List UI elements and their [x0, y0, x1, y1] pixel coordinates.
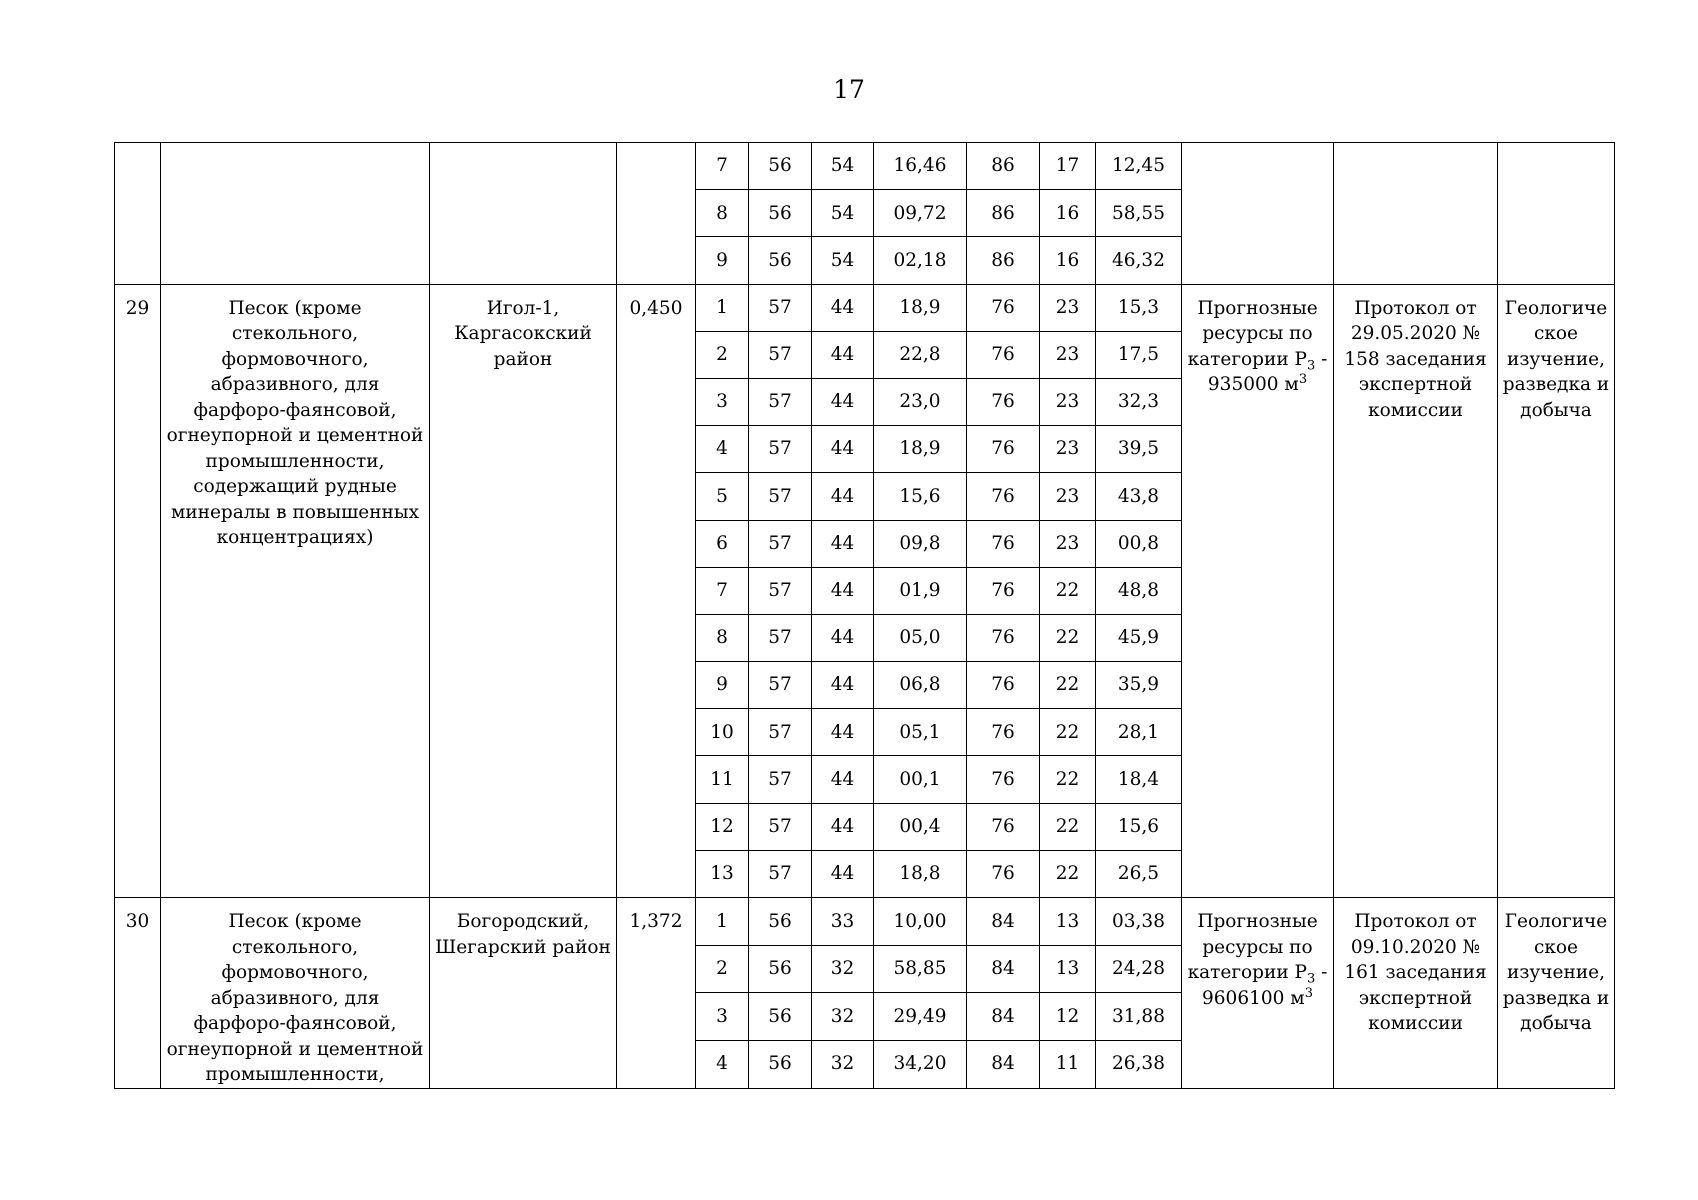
lat-minutes: 54	[812, 190, 874, 237]
lat-minutes: 44	[812, 756, 874, 803]
resources-cell	[1182, 143, 1334, 285]
protocol-text: Протокол от 29.05.2020 № 158 заседания экспертной комиссии	[1334, 284, 1498, 897]
mineral-cell	[161, 143, 430, 285]
lon-minutes: 23	[1040, 284, 1096, 331]
lat-degrees: 56	[749, 237, 812, 284]
lat-degrees: 57	[749, 803, 812, 850]
lat-degrees: 57	[749, 662, 812, 709]
lon-degrees: 76	[967, 850, 1040, 897]
purpose-text: Геологиче ское изучение, разведка и добыча	[1498, 898, 1615, 1089]
lon-degrees: 76	[967, 709, 1040, 756]
lon-minutes: 22	[1040, 756, 1096, 803]
lon-seconds: 31,88	[1096, 993, 1182, 1041]
lat-seconds: 22,8	[874, 331, 967, 378]
lat-seconds: 09,8	[874, 520, 967, 567]
table-row	[115, 284, 1615, 331]
lat-seconds: 58,85	[874, 945, 967, 993]
lon-seconds: 39,5	[1096, 426, 1182, 473]
point-number: 3	[696, 993, 749, 1041]
resources-prefix: Прогнозные ресурсы по категории Р	[1187, 297, 1318, 370]
lat-minutes: 44	[812, 850, 874, 897]
lat-degrees: 56	[749, 143, 812, 190]
lon-degrees: 86	[967, 143, 1040, 190]
lon-minutes: 11	[1040, 1040, 1096, 1088]
lat-seconds: 18,9	[874, 426, 967, 473]
lon-seconds: 24,28	[1096, 945, 1182, 993]
lon-degrees: 84	[967, 898, 1040, 946]
lat-degrees: 57	[749, 331, 812, 378]
category-subscript: 3	[1307, 971, 1316, 987]
lon-seconds: 15,6	[1096, 803, 1182, 850]
lon-minutes: 16	[1040, 237, 1096, 284]
lat-degrees: 56	[749, 993, 812, 1041]
purpose-text: Геологиче ское изучение, разведка и добыча	[1498, 284, 1615, 897]
resources-text	[1182, 898, 1334, 1089]
point-number: 11	[696, 756, 749, 803]
point-number: 1	[696, 898, 749, 946]
lon-seconds: 17,5	[1096, 331, 1182, 378]
lat-minutes: 32	[812, 945, 874, 993]
lon-degrees: 76	[967, 520, 1040, 567]
lat-minutes: 44	[812, 709, 874, 756]
area-cell	[617, 143, 696, 285]
lat-degrees: 57	[749, 709, 812, 756]
lon-minutes: 22	[1040, 850, 1096, 897]
lat-minutes: 44	[812, 284, 874, 331]
lon-degrees: 86	[967, 237, 1040, 284]
lat-minutes: 44	[812, 662, 874, 709]
lon-degrees: 84	[967, 945, 1040, 993]
lon-seconds: 26,5	[1096, 850, 1182, 897]
lat-seconds: 01,9	[874, 567, 967, 614]
lon-seconds: 12,45	[1096, 143, 1182, 190]
mineral-name: Песок (кроме стекольного, формовочного, абразивного, для фарфоро-фаянсовой, огнеупорной и цементной промышленности, содержащий рудные минералы в повышенных концентрациях)	[161, 284, 430, 897]
lat-seconds: 23,0	[874, 378, 967, 425]
point-number: 9	[696, 237, 749, 284]
resources-text	[1182, 284, 1334, 897]
lat-minutes: 44	[812, 331, 874, 378]
entry-number: 29	[115, 284, 161, 897]
lat-seconds: 29,49	[874, 993, 967, 1041]
lon-seconds: 03,38	[1096, 898, 1182, 946]
lat-seconds: 05,0	[874, 614, 967, 661]
resources-volume: - 935000 м	[1207, 348, 1328, 396]
lat-degrees: 57	[749, 473, 812, 520]
lat-degrees: 57	[749, 850, 812, 897]
lat-minutes: 44	[812, 378, 874, 425]
mineral-name: Песок (кроме стекольного, формовочного, абразивного, для фарфоро-фаянсовой, огнеупорной и цементной промышленности,	[161, 898, 430, 1089]
lat-degrees: 57	[749, 378, 812, 425]
lat-degrees: 56	[749, 190, 812, 237]
lon-degrees: 76	[967, 614, 1040, 661]
lat-seconds: 15,6	[874, 473, 967, 520]
lon-minutes: 23	[1040, 473, 1096, 520]
point-number: 2	[696, 945, 749, 993]
lon-degrees: 76	[967, 331, 1040, 378]
site-name: Богородский, Шегарский район	[430, 898, 617, 1089]
point-number: 5	[696, 473, 749, 520]
lat-seconds: 00,4	[874, 803, 967, 850]
point-number: 6	[696, 520, 749, 567]
lat-minutes: 32	[812, 993, 874, 1041]
point-number: 1	[696, 284, 749, 331]
lon-minutes: 23	[1040, 426, 1096, 473]
lon-seconds: 15,3	[1096, 284, 1182, 331]
lon-degrees: 84	[967, 1040, 1040, 1088]
point-number: 12	[696, 803, 749, 850]
page-number: 17	[833, 75, 865, 104]
lon-minutes: 23	[1040, 378, 1096, 425]
lon-degrees: 76	[967, 426, 1040, 473]
entry-number-cell	[115, 143, 161, 285]
unit-superscript: 3	[1304, 985, 1313, 1001]
point-number: 10	[696, 709, 749, 756]
point-number: 2	[696, 331, 749, 378]
area-value: 1,372	[617, 898, 696, 1089]
lat-seconds: 10,00	[874, 898, 967, 946]
point-number: 13	[696, 850, 749, 897]
lat-seconds: 06,8	[874, 662, 967, 709]
lon-minutes: 12	[1040, 993, 1096, 1041]
lon-seconds: 32,3	[1096, 378, 1182, 425]
table-row	[115, 143, 1615, 190]
lat-minutes: 44	[812, 426, 874, 473]
lon-minutes: 17	[1040, 143, 1096, 190]
area-value: 0,450	[617, 284, 696, 897]
lat-degrees: 56	[749, 898, 812, 946]
point-number: 4	[696, 1040, 749, 1088]
lon-minutes: 22	[1040, 614, 1096, 661]
point-number: 8	[696, 614, 749, 661]
lon-minutes: 22	[1040, 803, 1096, 850]
lat-minutes: 54	[812, 237, 874, 284]
lat-seconds: 05,1	[874, 709, 967, 756]
lon-minutes: 13	[1040, 945, 1096, 993]
lat-seconds: 34,20	[874, 1040, 967, 1088]
lat-degrees: 56	[749, 945, 812, 993]
lat-seconds: 02,18	[874, 237, 967, 284]
lon-degrees: 76	[967, 473, 1040, 520]
lat-minutes: 33	[812, 898, 874, 946]
point-number: 7	[696, 143, 749, 190]
site-name: Игол-1, Каргасокский район	[430, 284, 617, 897]
lon-seconds: 00,8	[1096, 520, 1182, 567]
lat-degrees: 57	[749, 426, 812, 473]
lon-seconds: 43,8	[1096, 473, 1182, 520]
lon-seconds: 18,4	[1096, 756, 1182, 803]
protocol-cell	[1334, 143, 1498, 285]
deposits-table	[114, 142, 1615, 1089]
entry-number: 30	[115, 898, 161, 1089]
lat-minutes: 44	[812, 614, 874, 661]
purpose-cell	[1498, 143, 1615, 285]
point-number: 8	[696, 190, 749, 237]
lon-minutes: 16	[1040, 190, 1096, 237]
lat-minutes: 32	[812, 1040, 874, 1088]
table-body	[115, 143, 1615, 1089]
lat-seconds: 18,8	[874, 850, 967, 897]
lat-degrees: 57	[749, 756, 812, 803]
lon-seconds: 48,8	[1096, 567, 1182, 614]
lon-seconds: 58,55	[1096, 190, 1182, 237]
lon-degrees: 76	[967, 284, 1040, 331]
lon-degrees: 76	[967, 662, 1040, 709]
resources-volume: - 9606100 м	[1202, 962, 1328, 1009]
lon-degrees: 76	[967, 567, 1040, 614]
lon-seconds: 35,9	[1096, 662, 1182, 709]
lon-minutes: 13	[1040, 898, 1096, 946]
lon-minutes: 23	[1040, 520, 1096, 567]
lat-degrees: 57	[749, 284, 812, 331]
lon-degrees: 86	[967, 190, 1040, 237]
lat-degrees: 57	[749, 614, 812, 661]
lat-degrees: 57	[749, 520, 812, 567]
lon-seconds: 26,38	[1096, 1040, 1182, 1088]
lon-degrees: 84	[967, 993, 1040, 1041]
lat-minutes: 44	[812, 520, 874, 567]
site-cell	[430, 143, 617, 285]
lon-degrees: 76	[967, 756, 1040, 803]
lat-seconds: 00,1	[874, 756, 967, 803]
lat-minutes: 54	[812, 143, 874, 190]
point-number: 7	[696, 567, 749, 614]
point-number: 3	[696, 378, 749, 425]
table-row	[115, 898, 1615, 946]
protocol-text: Протокол от 09.10.2020 № 161 заседания экспертной комиссии	[1334, 898, 1498, 1089]
lon-degrees: 76	[967, 803, 1040, 850]
lon-minutes: 22	[1040, 662, 1096, 709]
lat-degrees: 56	[749, 1040, 812, 1088]
point-number: 4	[696, 426, 749, 473]
lat-minutes: 44	[812, 473, 874, 520]
lat-seconds: 16,46	[874, 143, 967, 190]
point-number: 9	[696, 662, 749, 709]
lon-minutes: 22	[1040, 709, 1096, 756]
lon-seconds: 28,1	[1096, 709, 1182, 756]
lat-minutes: 44	[812, 567, 874, 614]
lon-seconds: 45,9	[1096, 614, 1182, 661]
lon-seconds: 46,32	[1096, 237, 1182, 284]
lat-degrees: 57	[749, 567, 812, 614]
resources-prefix: Прогнозные ресурсы по категории Р	[1187, 911, 1318, 983]
lat-seconds: 09,72	[874, 190, 967, 237]
lon-minutes: 23	[1040, 331, 1096, 378]
category-subscript: 3	[1307, 358, 1316, 374]
lat-seconds: 18,9	[874, 284, 967, 331]
lon-degrees: 76	[967, 378, 1040, 425]
lat-minutes: 44	[812, 803, 874, 850]
unit-superscript: 3	[1298, 371, 1308, 387]
lon-minutes: 22	[1040, 567, 1096, 614]
